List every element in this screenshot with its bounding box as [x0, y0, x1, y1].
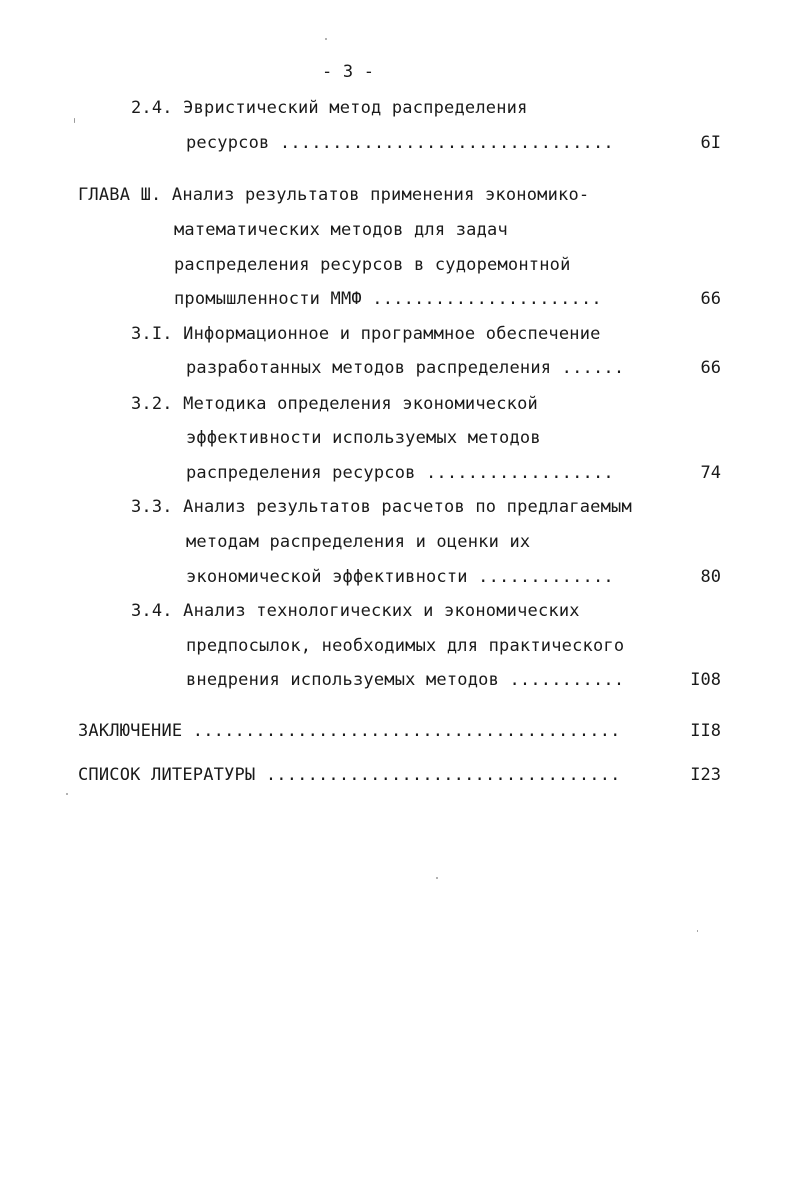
toc-entry-3-4-line-1: 3.4. Анализ технологических и экономических	[131, 601, 580, 621]
toc-references: СПИСОК ЛИТЕРАТУРЫ ..................................	[78, 765, 621, 785]
toc-entry-3-2-line-2: эффективности используемых методов	[186, 428, 541, 448]
scan-speck	[74, 118, 75, 123]
toc-entry-3-1-page: 66	[700, 358, 721, 378]
toc-chapter-3-line-2: математических методов для задач	[174, 220, 508, 240]
toc-entry-3-3-line-2: методам распределения и оценки их	[186, 532, 531, 552]
scan-speck	[66, 793, 68, 795]
scan-speck	[697, 930, 698, 932]
toc-entry-3-1-line-2: разработанных методов распределения ......	[186, 358, 625, 378]
toc-entry-3-3-page: 80	[700, 567, 721, 587]
toc-entry-3-4-line-2: предпосылок, необходимых для практического	[186, 636, 625, 656]
toc-entry-3-1-line-1: 3.I. Информационное и программное обеспечение	[131, 324, 601, 344]
toc-entry-3-4-line-3: внедрения используемых методов ...........	[186, 670, 625, 690]
toc-conclusion-page: II8	[690, 721, 721, 741]
toc-chapter-3-page: 66	[700, 289, 721, 309]
toc-chapter-3-line-1: ГЛАВА Ш. Анализ результатов применения экономико-	[78, 185, 590, 205]
toc-chapter-3-line-4: промышленности ММФ ......................	[174, 289, 602, 309]
toc-entry-3-3-line-3: экономической эффективности .............	[186, 567, 614, 587]
toc-entry-3-2-line-1: 3.2. Методика определения экономической	[131, 394, 538, 414]
page-number: - 3 -	[322, 62, 375, 82]
toc-entry-2-4-line-1: 2.4. Эвристический метод распределения	[131, 98, 528, 118]
toc-entry-3-4-page: I08	[690, 670, 721, 690]
toc-entry-3-3-line-1: 3.3. Анализ результатов расчетов по предлагаемым	[131, 497, 632, 517]
scan-speck	[325, 38, 327, 40]
toc-entry-3-2-line-3: распределения ресурсов ..................	[186, 463, 614, 483]
toc-entry-3-2-page: 74	[700, 463, 721, 483]
scan-speck	[436, 877, 438, 879]
toc-chapter-3-line-3: распределения ресурсов в судоремонтной	[174, 255, 571, 275]
toc-entry-2-4-line-2: ресурсов ................................	[186, 133, 614, 153]
toc-conclusion: ЗАКЛЮЧЕНИЕ .........................................	[78, 721, 621, 741]
toc-references-page: I23	[690, 765, 721, 785]
toc-entry-2-4-page: 6I	[700, 133, 721, 153]
